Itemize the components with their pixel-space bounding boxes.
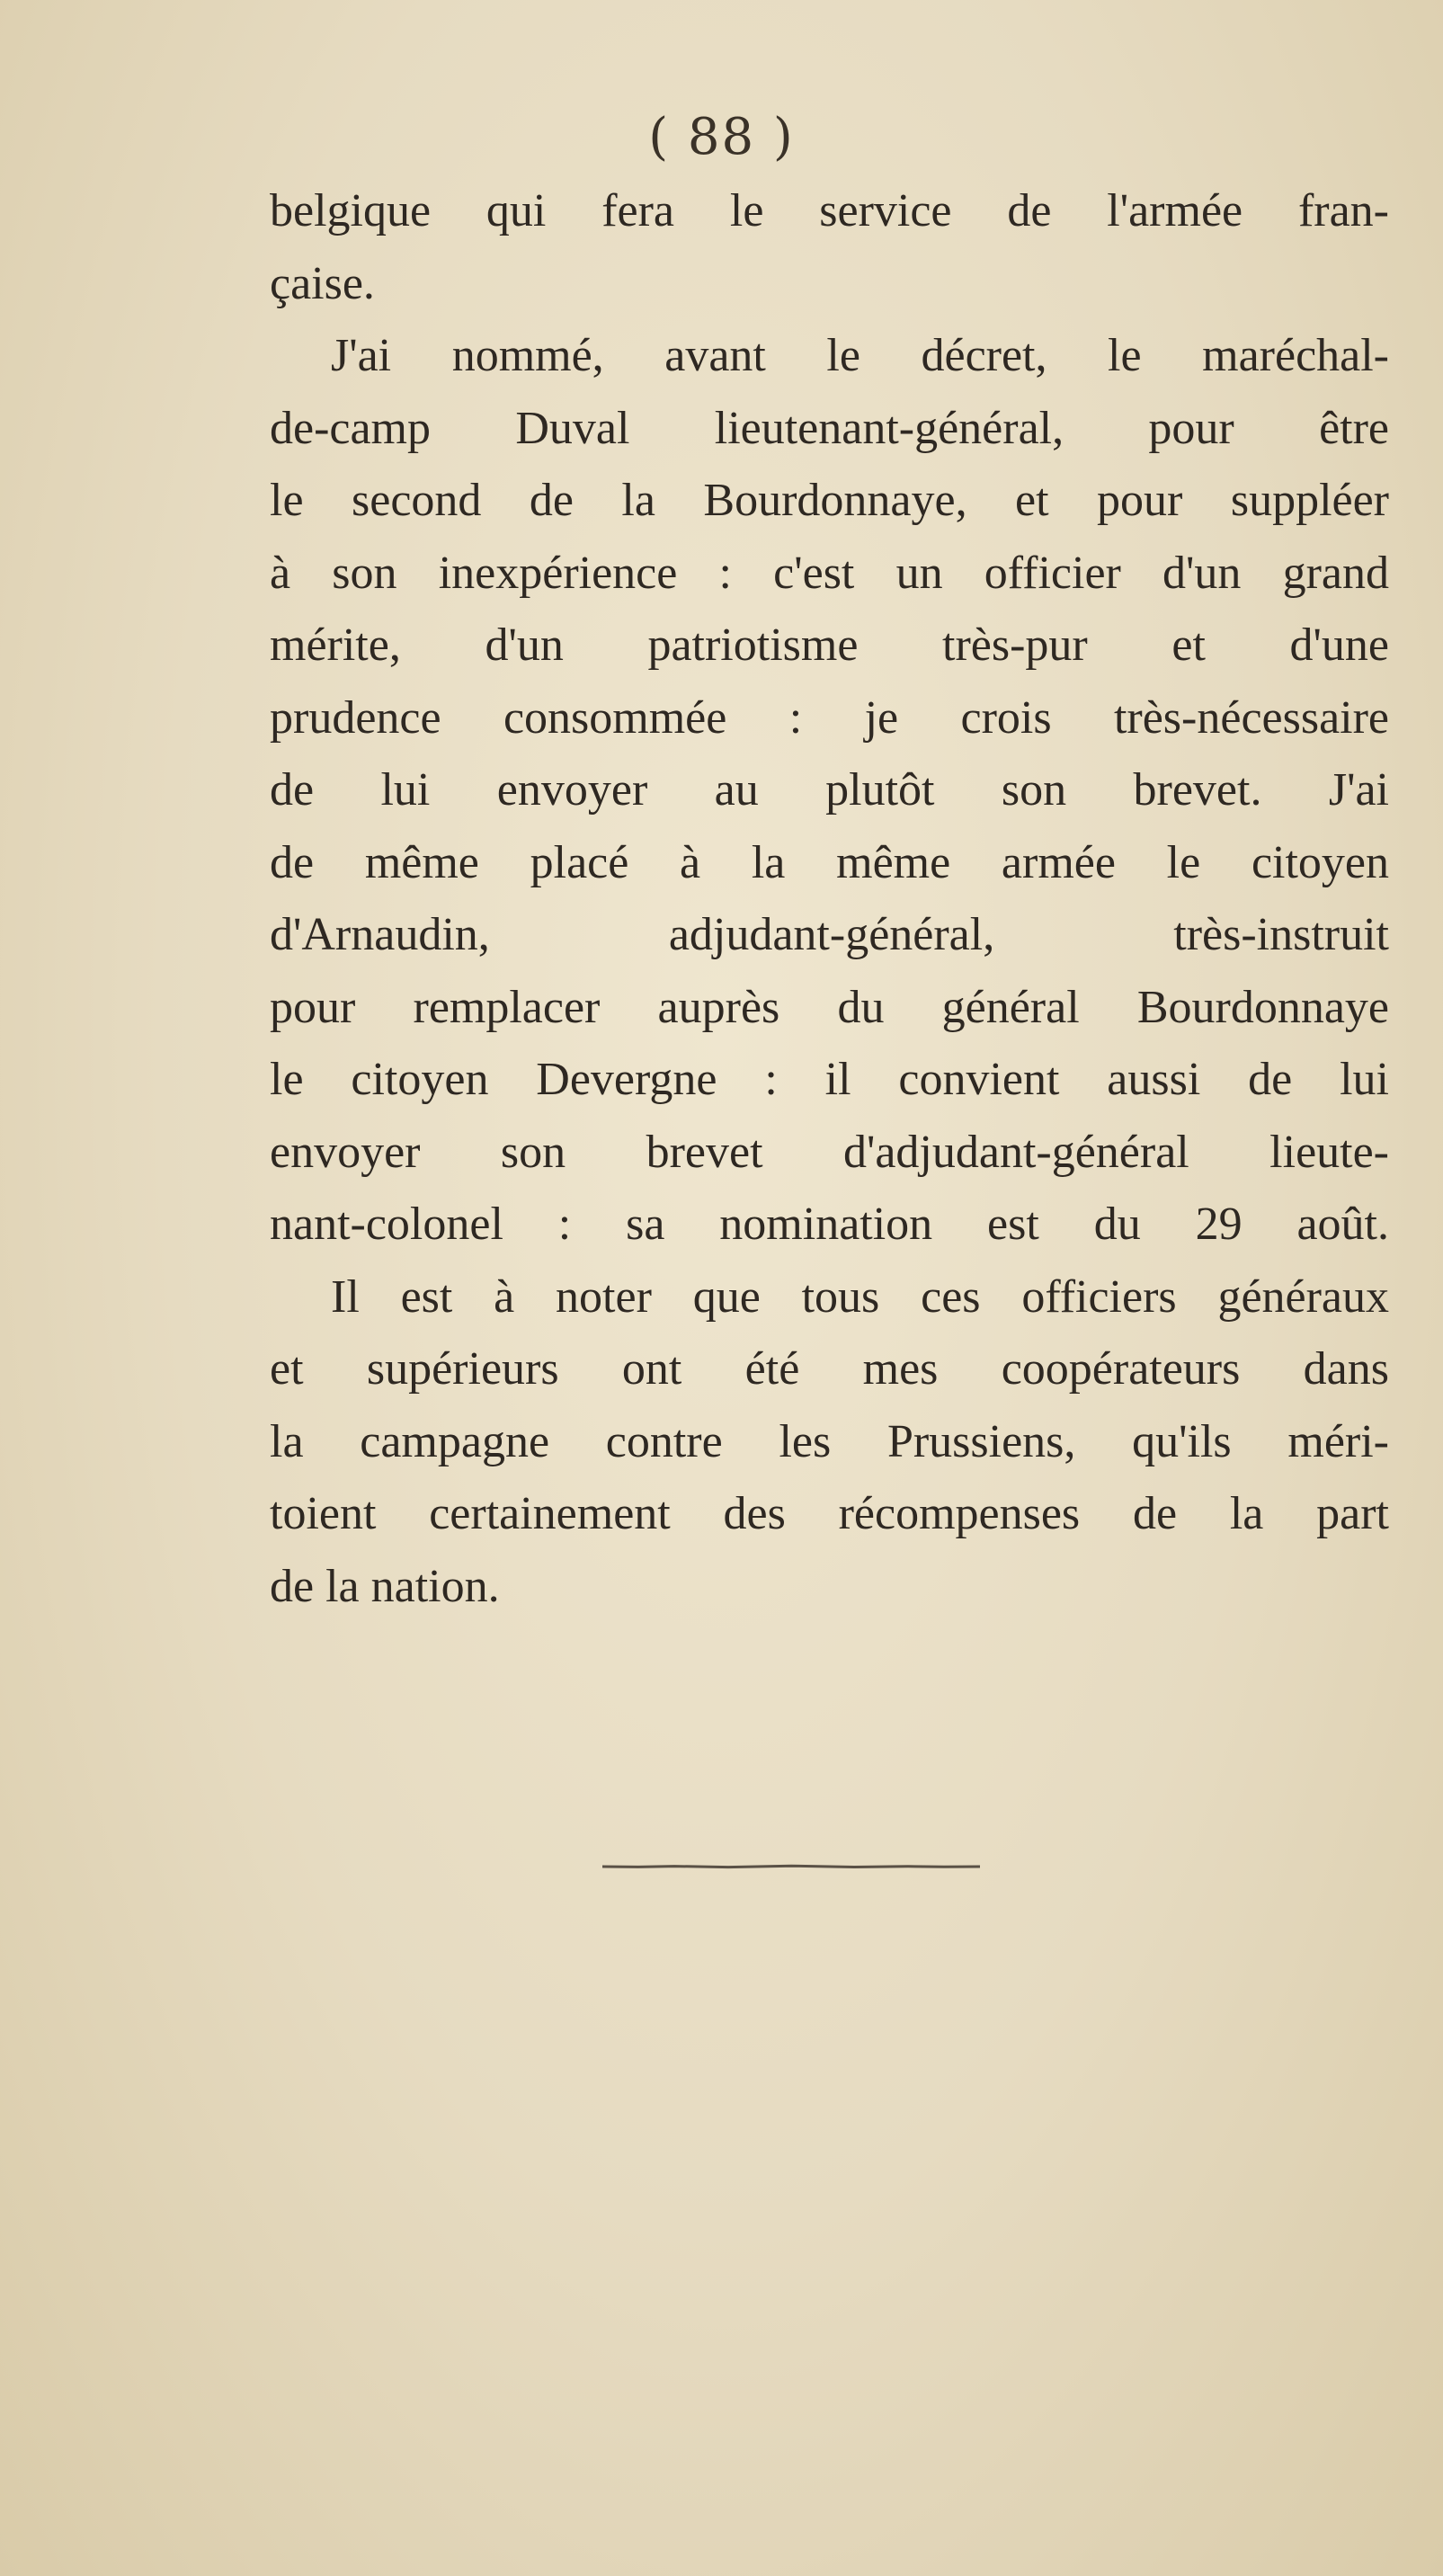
text-line: d'Arnaudin, adjudant-général, très-instruit <box>270 909 1389 960</box>
text-line: de-camp Duval lieutenant-général, pour être <box>270 402 1389 454</box>
text-line: le citoyen Devergne : il convient aussi de lui <box>270 1054 1389 1105</box>
text-line: nant-colonel : sa nomination est du 29 août. <box>270 1199 1389 1250</box>
ornament-rule <box>602 1864 980 1869</box>
text-line: Il est à noter que tous ces officiers généraux <box>331 1270 1389 1323</box>
text-line: belgique qui fera le service de l'armée fran- <box>270 185 1389 236</box>
text-line: et supérieurs ont été mes coopérateurs dans <box>270 1343 1389 1395</box>
text-line: J'ai nommé, avant le décret, le maréchal- <box>331 330 1389 381</box>
text-line: çaise. <box>270 257 375 309</box>
text-line: pour remplacer auprès du général Bourdonnaye <box>270 981 1389 1033</box>
text-line: de la nation. <box>270 1560 500 1612</box>
text-line: mérite, d'un patriotisme très-pur et d'une <box>270 619 1389 671</box>
text-line: le second de la Bourdonnaye, et pour suppléer <box>270 475 1389 526</box>
body-text <box>270 175 1389 1623</box>
text-line: toient certainement des récompenses de la part <box>270 1488 1389 1539</box>
text-line: prudence consommée : je crois très-nécessaire <box>270 691 1389 744</box>
page-number: ( 88 ) <box>648 108 795 166</box>
text-line: à son inexpérience : c'est un officier d'un grand <box>270 547 1389 599</box>
text-line: la campagne contre les Prussiens, qu'ils méri- <box>270 1415 1389 1467</box>
text-line: de lui envoyer au plutôt son brevet. J'ai <box>270 764 1389 816</box>
text-line: envoyer son brevet d'adjudant-général lieute- <box>270 1126 1389 1178</box>
text-line: de même placé à la même armée le citoyen <box>270 836 1389 888</box>
